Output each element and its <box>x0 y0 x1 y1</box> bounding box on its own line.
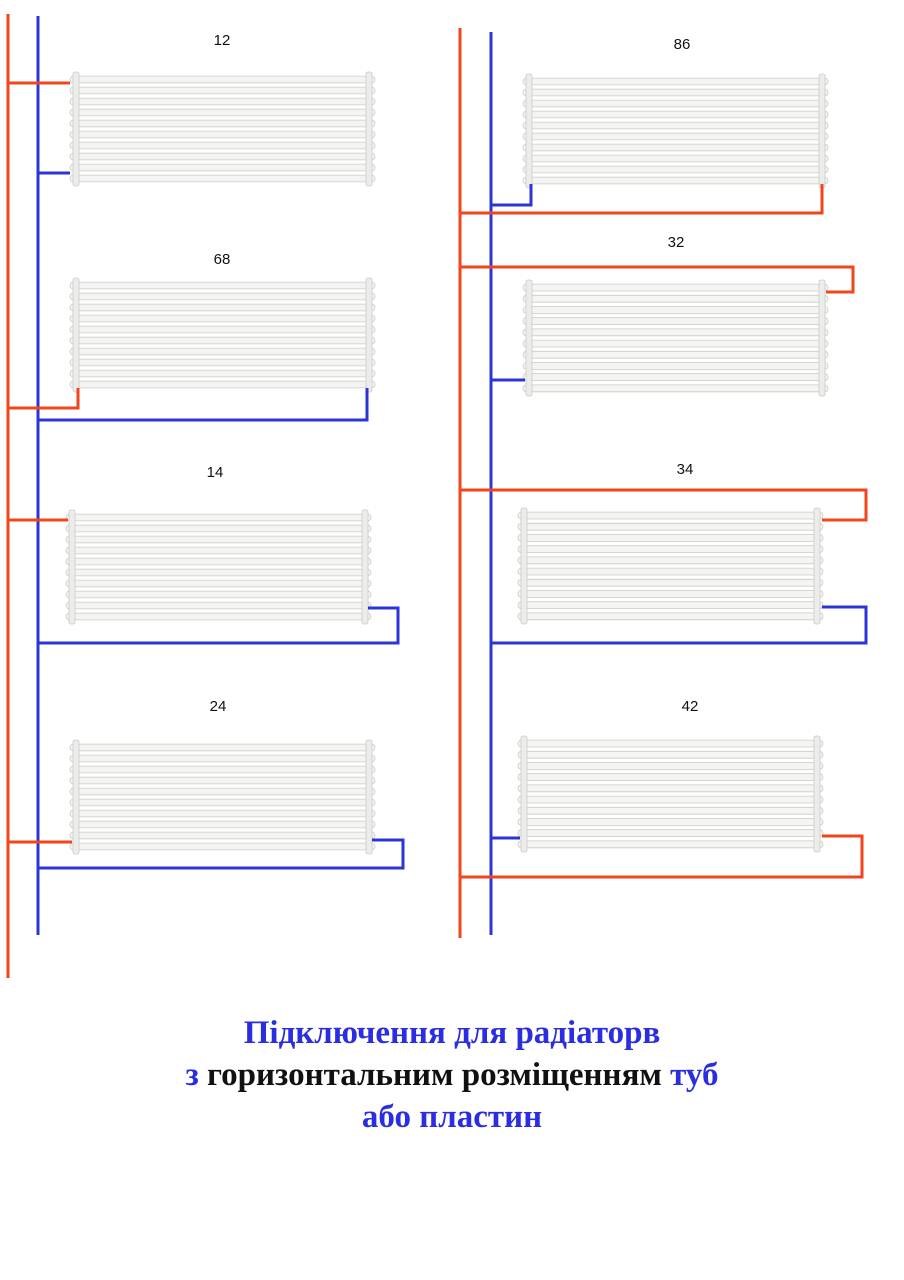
radiator-tube <box>70 326 375 333</box>
radiator-tube <box>523 100 828 107</box>
scheme-68 <box>8 251 375 420</box>
radiator <box>523 280 828 396</box>
scheme-label: 42 <box>681 698 699 715</box>
radiator-tube <box>523 374 828 381</box>
radiator-tube <box>66 602 371 609</box>
scheme-label: 34 <box>676 461 694 478</box>
radiator-tube <box>70 293 375 300</box>
radiator-tube <box>70 348 375 355</box>
radiator <box>70 740 375 854</box>
radiator-collector <box>814 736 820 852</box>
riser-group-right <box>460 28 491 938</box>
scheme-label: 24 <box>209 698 227 715</box>
radiator-tube <box>66 525 371 532</box>
radiator-tube <box>70 76 375 83</box>
radiator <box>523 74 828 188</box>
radiator-collector <box>73 740 79 854</box>
radiator-collector <box>819 280 825 396</box>
radiator-tube <box>70 843 375 850</box>
radiator-tube <box>523 89 828 96</box>
caption-end: або пластин <box>361 1099 543 1135</box>
caption-word-tub: туб <box>670 1057 719 1093</box>
scheme-label: 12 <box>213 32 231 49</box>
radiator-tube <box>70 109 375 116</box>
caption-word-z: з <box>185 1057 199 1093</box>
caption-mid: горизонтальним розміщенням <box>198 1057 671 1093</box>
radiator-tube <box>518 523 823 530</box>
radiator-tube <box>523 329 828 336</box>
scheme-14 <box>8 464 398 643</box>
caption-title: Підключення для радіаторв <box>243 1015 661 1051</box>
radiator-collector <box>366 740 372 854</box>
radiator-collector <box>526 74 532 188</box>
radiator-tube <box>523 78 828 85</box>
radiator-tube <box>523 155 828 162</box>
radiator-tube <box>70 755 375 762</box>
scheme-label: 68 <box>213 251 231 268</box>
radiator <box>518 736 823 852</box>
radiator-tube <box>518 557 823 564</box>
radiator-tube <box>66 613 371 620</box>
radiator-tube <box>66 558 371 565</box>
radiator-tube <box>518 796 823 803</box>
radiator-tube <box>70 175 375 182</box>
radiator <box>518 508 823 624</box>
radiator-collector <box>526 280 532 396</box>
radiator-tube <box>523 351 828 358</box>
radiator-tube <box>523 177 828 184</box>
scheme-86 <box>460 36 828 213</box>
radiator-tube <box>523 284 828 291</box>
radiator-tube <box>523 318 828 325</box>
radiator-tube <box>518 807 823 814</box>
radiator-collector <box>814 508 820 624</box>
radiator-tube <box>70 810 375 817</box>
radiator <box>66 510 371 624</box>
radiator-collector <box>521 508 527 624</box>
radiator-tube <box>518 751 823 758</box>
radiator-tube <box>70 766 375 773</box>
radiator-tube <box>518 613 823 620</box>
radiator-tube <box>70 98 375 105</box>
radiator-tube <box>66 569 371 576</box>
radiator-tube <box>66 547 371 554</box>
radiator-tube <box>70 87 375 94</box>
radiator-tube <box>518 568 823 575</box>
radiator-tube <box>70 359 375 366</box>
radiator-tube <box>523 307 828 314</box>
radiator-tube <box>66 514 371 521</box>
radiator-tube <box>523 133 828 140</box>
radiator-tube <box>70 337 375 344</box>
caption-line-3 <box>0 1096 904 1138</box>
radiator-collector <box>73 278 79 392</box>
radiator-tube <box>70 315 375 322</box>
radiator-tube <box>70 744 375 751</box>
riser-group-left <box>8 14 38 978</box>
caption-line-2 <box>0 1054 904 1096</box>
radiator-tube <box>523 111 828 118</box>
scheme-32 <box>460 234 853 396</box>
caption-line-1 <box>0 1012 904 1054</box>
supply-pipe <box>8 388 78 408</box>
return-pipe <box>491 607 866 643</box>
radiator-tube <box>518 740 823 747</box>
radiator-tube <box>70 164 375 171</box>
radiator-tube <box>70 153 375 160</box>
radiator-tube <box>518 602 823 609</box>
radiator-tube <box>523 340 828 347</box>
radiator-tube <box>523 166 828 173</box>
radiator-tube <box>518 785 823 792</box>
radiator-collector <box>362 510 368 624</box>
radiator-tube <box>70 777 375 784</box>
radiator-tube <box>518 841 823 848</box>
radiator-collector <box>73 72 79 186</box>
radiator-collector <box>366 72 372 186</box>
radiator-tube <box>70 821 375 828</box>
radiator-tube <box>70 120 375 127</box>
scheme-42 <box>460 698 862 877</box>
scheme-label: 14 <box>206 464 224 481</box>
radiator-collector <box>521 736 527 852</box>
radiator-tube <box>518 591 823 598</box>
radiator-tube <box>518 819 823 826</box>
radiator-tube <box>70 304 375 311</box>
scheme-24 <box>8 698 403 868</box>
scheme-label: 32 <box>667 234 685 251</box>
radiator-tube <box>523 122 828 129</box>
radiator-tube <box>518 512 823 519</box>
radiator-tube <box>70 282 375 289</box>
return-pipe <box>38 388 367 420</box>
radiator <box>70 72 375 186</box>
radiator-tube <box>523 295 828 302</box>
return-pipe <box>491 184 531 205</box>
scheme-label: 86 <box>673 36 691 53</box>
radiator-collector <box>366 278 372 392</box>
radiator-tube <box>518 546 823 553</box>
radiator-tube <box>70 799 375 806</box>
scheme-34 <box>460 461 866 643</box>
radiator-tube <box>66 591 371 598</box>
radiator-tube <box>518 830 823 837</box>
radiator-tube <box>518 579 823 586</box>
radiator-collector <box>69 510 75 624</box>
radiator-tube <box>70 788 375 795</box>
radiator-tube <box>523 144 828 151</box>
radiator-collector <box>819 74 825 188</box>
radiator-tube <box>523 363 828 370</box>
radiator-tube <box>70 131 375 138</box>
radiator-tube <box>70 370 375 377</box>
radiator-tube <box>70 381 375 388</box>
radiator-tube <box>518 535 823 542</box>
radiator-tube <box>70 142 375 149</box>
radiator-tube <box>66 536 371 543</box>
radiator-tube <box>518 763 823 770</box>
radiator-tube <box>523 385 828 392</box>
radiator <box>70 278 375 392</box>
caption <box>0 1012 904 1138</box>
scheme-12 <box>8 32 375 186</box>
supply-pipe <box>460 184 822 213</box>
radiator-tube <box>518 774 823 781</box>
radiator-tube <box>70 832 375 839</box>
radiator-tube <box>66 580 371 587</box>
